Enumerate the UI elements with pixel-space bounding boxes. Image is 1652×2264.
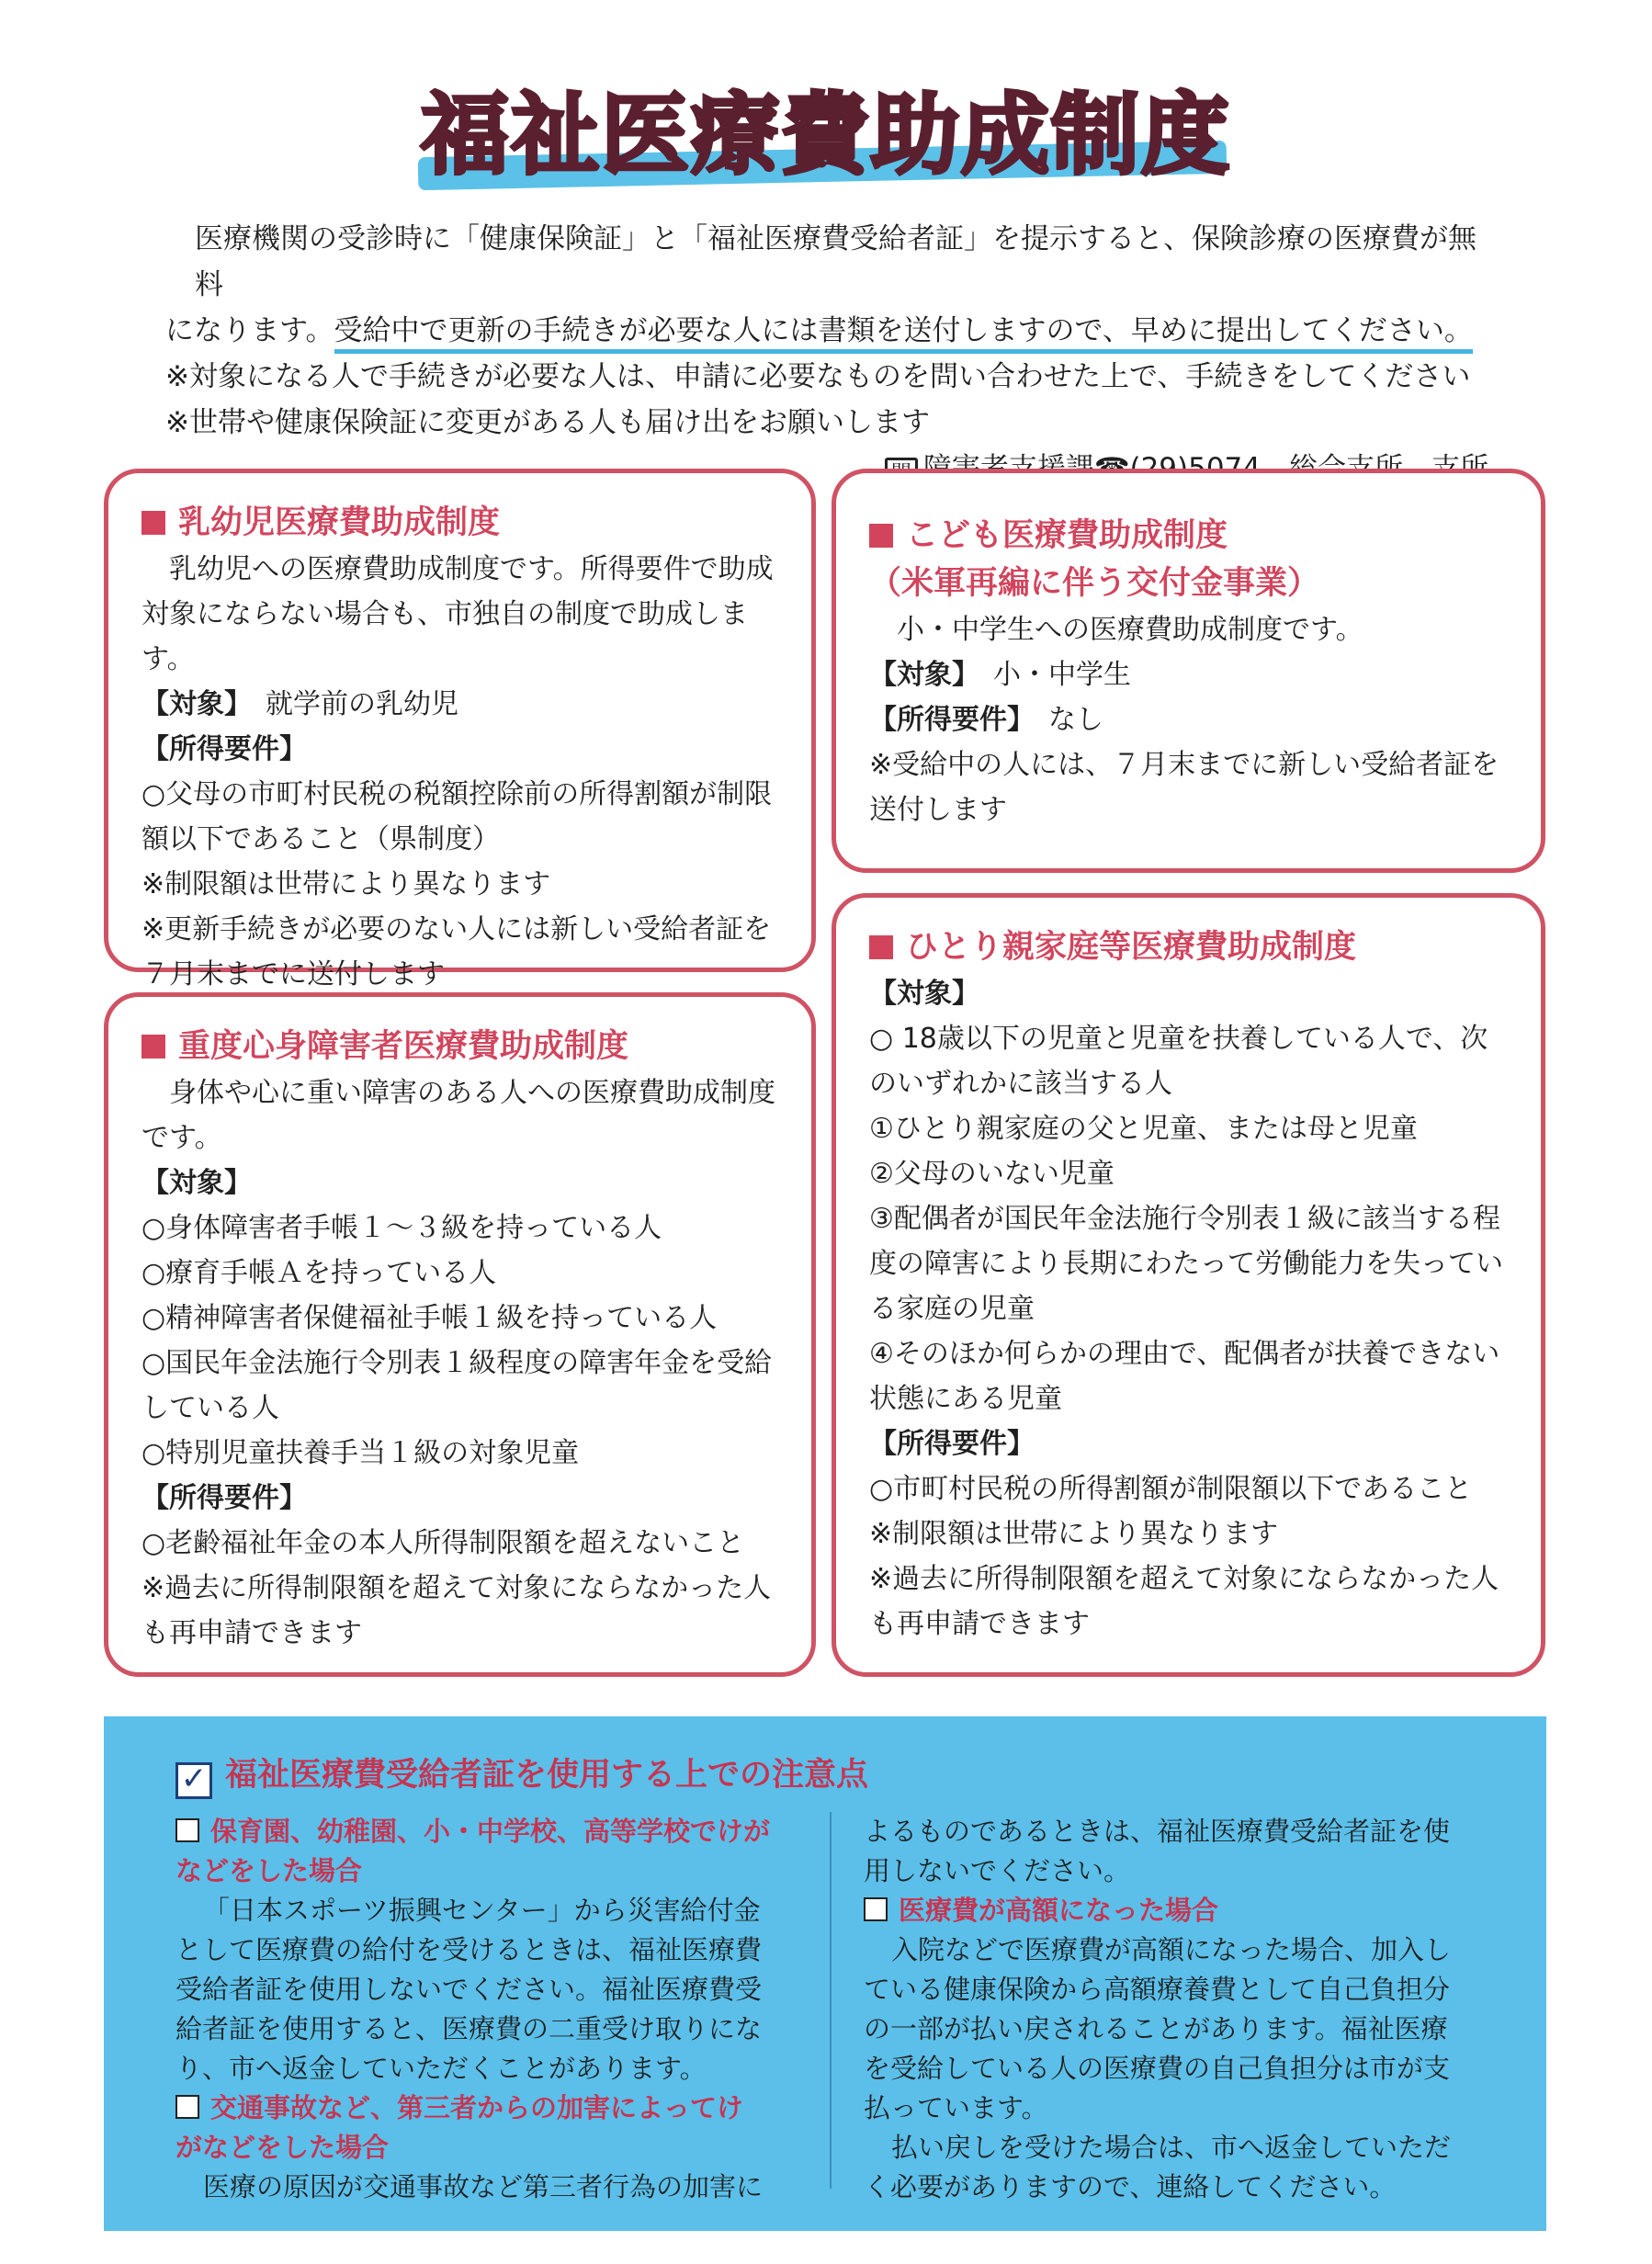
single-note-2: ※過去に所得制限額を超えて対象にならなかった人 <box>869 1563 1499 1595</box>
child-note-2: 送付します <box>869 794 1007 826</box>
child-desc: 小・中学生への医療費助成制度です。 <box>897 614 1363 646</box>
single-income-label: 【所得要件】 <box>869 1428 1035 1460</box>
infant-target <box>141 682 784 727</box>
severe-target-label: 【対象】 <box>141 1167 252 1199</box>
infant-note-1: ※制限額は世帯により異なります <box>141 868 551 900</box>
child-target <box>869 652 1513 697</box>
note-high-cost-p5: 払っています。 <box>864 2092 1048 2123</box>
note-third-party-p2: よるものであるときは、福祉医療費受給者証を使 <box>864 1816 1451 1847</box>
child-income-value: なし <box>1048 704 1103 736</box>
severe-note-2: も再申請できます <box>141 1617 362 1649</box>
checkbox-check-icon: ✓ <box>175 1762 212 1799</box>
single-target-1: ①ひとり親家庭の父と児童、または母と児童 <box>869 1113 1418 1145</box>
page-title: 福祉医療費助成制度 <box>421 84 1231 187</box>
notes-title: ✓ 福祉医療費受給者証を使用する上での注意点 <box>175 1751 1491 1799</box>
note-school-injury-p1: 「日本スポーツ振興センター」から災害給付金 <box>203 1895 761 1926</box>
severe-desc-1: 身体や心に重い障害のある人への医療費助成制度 <box>169 1077 775 1109</box>
single-target-3c: る家庭の児童 <box>869 1293 1035 1325</box>
square-bullet-icon <box>864 1897 888 1921</box>
note-third-party-title-2: がなどをした場合 <box>175 2132 390 2163</box>
single-box-title: ひとり親家庭等医療費助成制度 <box>869 923 1513 971</box>
note-third-party-p1: 医療の原因が交通事故など第三者行為の加害に <box>203 2171 764 2202</box>
child-target-label: 【対象】 <box>869 659 966 691</box>
red-square-icon <box>141 1035 165 1058</box>
red-square-icon <box>869 524 893 548</box>
note-high-cost-p7: く必要がありますので、連絡してください。 <box>864 2171 1397 2202</box>
severe-income-label: 【所得要件】 <box>141 1482 307 1514</box>
note-high-cost-p4: を受給している人の医療費の自己負担分は市が支 <box>864 2053 1451 2084</box>
single-target-4a: ④そのほか何らかの理由で、配偶者が扶養できない <box>869 1338 1500 1370</box>
severe-target-1: ○身体障害者手帳１～３級を持っている人 <box>141 1212 662 1244</box>
single-parent-box <box>832 893 1545 1677</box>
single-target-label: 【対象】 <box>869 978 979 1010</box>
child-box-subtitle: （米軍再編に伴う交付金事業） <box>869 565 1320 602</box>
single-target-3b: 度の障害により長期にわたって労働能力を失ってい <box>869 1248 1503 1280</box>
intro-underlined-text: 受給中で更新の手続きが必要な人には書類を送付しますので、早めに提出してください。 <box>334 314 1473 354</box>
note-school-injury-title: 保育園、幼稚園、小・中学校、高等学校でけが <box>175 1812 800 1851</box>
intro-section <box>165 216 1488 492</box>
red-square-icon <box>141 511 165 535</box>
single-target-2: ②父母のいない児童 <box>869 1158 1115 1190</box>
child-income <box>869 697 1513 742</box>
infant-desc-2: 対象にならない場合も、市独自の制度で助成します。 <box>141 598 748 675</box>
single-target-0a: ○ 18歳以下の児童と児童を扶養している人で、次 <box>869 1023 1488 1055</box>
severe-target-5: ○特別児童扶養手当１級の対象児童 <box>141 1437 580 1469</box>
single-target-0b: のいずれかに該当する人 <box>869 1068 1172 1100</box>
child-income-label: 【所得要件】 <box>869 704 1021 736</box>
note-high-cost-p2: ている健康保険から高額療養費として自己負担分 <box>864 1974 1451 2005</box>
severe-target-3: ○精神障害者保健福祉手帳１級を持っている人 <box>141 1302 718 1334</box>
severe-desc-2: です。 <box>141 1122 222 1154</box>
note-school-injury-p4: 給者証を使用すると、医療費の二重受け取りにな <box>175 2013 763 2044</box>
intro-note-1: ※対象になる人で手続きが必要な人は、申請に必要なものを問い合わせた上で、手続きをしてください <box>165 360 1471 393</box>
infant-note-2: ※更新手続きが必要のない人には新しい受給者証を <box>141 913 772 945</box>
child-note-1: ※受給中の人には、７月末までに新しい受給者証を <box>869 749 1499 781</box>
note-high-cost-p6: 払い戻しを受けた場合は、市へ返金していただ <box>891 2132 1452 2163</box>
note-third-party-title: 交通事故など、第三者からの加害によってけ <box>175 2089 800 2128</box>
note-third-party-p3: 用しないでください。 <box>864 1855 1131 1886</box>
note-high-cost-title: 医療費が高額になった場合 <box>864 1891 1488 1930</box>
infant-income-1: ○父母の市町村民税の税額控除前の所得割額が制限 <box>141 778 773 810</box>
severe-income: ○老齢福祉年金の本人所得制限額を超えないこと <box>141 1527 745 1559</box>
infant-income-2: 額以下であること（県制度） <box>141 823 500 855</box>
note-high-cost-p3: の一部が払い戻されることがあります。福祉医療 <box>864 2013 1448 2044</box>
red-square-icon <box>869 935 893 959</box>
child-medical-box <box>832 469 1545 873</box>
single-note-1: ※制限額は世帯により異なります <box>869 1518 1279 1550</box>
severe-disability-box <box>104 992 816 1677</box>
severe-target-4b: している人 <box>141 1392 279 1424</box>
notes-left-column <box>175 1812 800 2207</box>
single-note-3: も再申請できます <box>869 1608 1090 1640</box>
child-box-title: こども医療費助成制度 <box>869 512 1513 560</box>
child-target-value: 小・中学生 <box>993 659 1131 691</box>
square-bullet-icon <box>175 2095 199 2119</box>
severe-note-1: ※過去に所得制限額を超えて対象にならなかった人 <box>141 1572 772 1604</box>
note-school-injury-p3: 受給者証を使用しないでください。福祉医療費受 <box>175 1974 763 2005</box>
intro-note-2: ※世帯や健康保険証に変更がある人も届け出をお願いします <box>165 406 930 439</box>
note-high-cost-p1: 入院などで医療費が高額になった場合、加入し <box>891 1934 1452 1965</box>
note-school-injury-p2: として医療費の給付を受けるときは、福祉医療費 <box>175 1934 763 1965</box>
infant-note-3: ７月末までに送付します <box>141 958 445 990</box>
square-bullet-icon <box>175 1818 199 1842</box>
title-area <box>0 85 1652 195</box>
infant-target-label: 【対象】 <box>141 688 238 720</box>
severe-box-title: 重度心身障害者医療費助成制度 <box>141 1023 784 1070</box>
notes-right-column <box>864 1812 1488 2207</box>
infant-box-title: 乳幼児医療費助成制度 <box>141 499 784 547</box>
note-school-injury-title-2: などをした場合 <box>175 1855 363 1886</box>
notes-column-divider <box>830 1812 832 2189</box>
infant-medical-box <box>104 469 816 990</box>
severe-target-4a: ○国民年金法施行令別表１級程度の障害年金を受給 <box>141 1347 773 1379</box>
single-target-4b: 状態にある児童 <box>869 1383 1062 1415</box>
severe-target-2: ○療育手帳Ａを持っている人 <box>141 1257 497 1289</box>
single-income: ○市町村民税の所得割額が制限額以下であること <box>869 1473 1473 1505</box>
intro-line-2 <box>165 308 1488 354</box>
intro-line-2-plain: になります。 <box>165 314 334 347</box>
single-target-3a: ③配偶者が国民年金法施行令別表１級に該当する程 <box>869 1203 1500 1235</box>
intro-line-1: 医療機関の受診時に「健康保険証」と「福祉医療費受給者証」を提示すると、保険診療の医療費が無料 <box>195 222 1477 301</box>
infant-income-label: 【所得要件】 <box>141 733 307 765</box>
infant-target-value: 就学前の乳幼児 <box>266 688 458 720</box>
infant-desc-1: 乳幼児への医療費助成制度です。所得要件で助成 <box>169 553 774 585</box>
note-school-injury-p5: り、市へ返金していただくことがあります。 <box>175 2053 707 2084</box>
